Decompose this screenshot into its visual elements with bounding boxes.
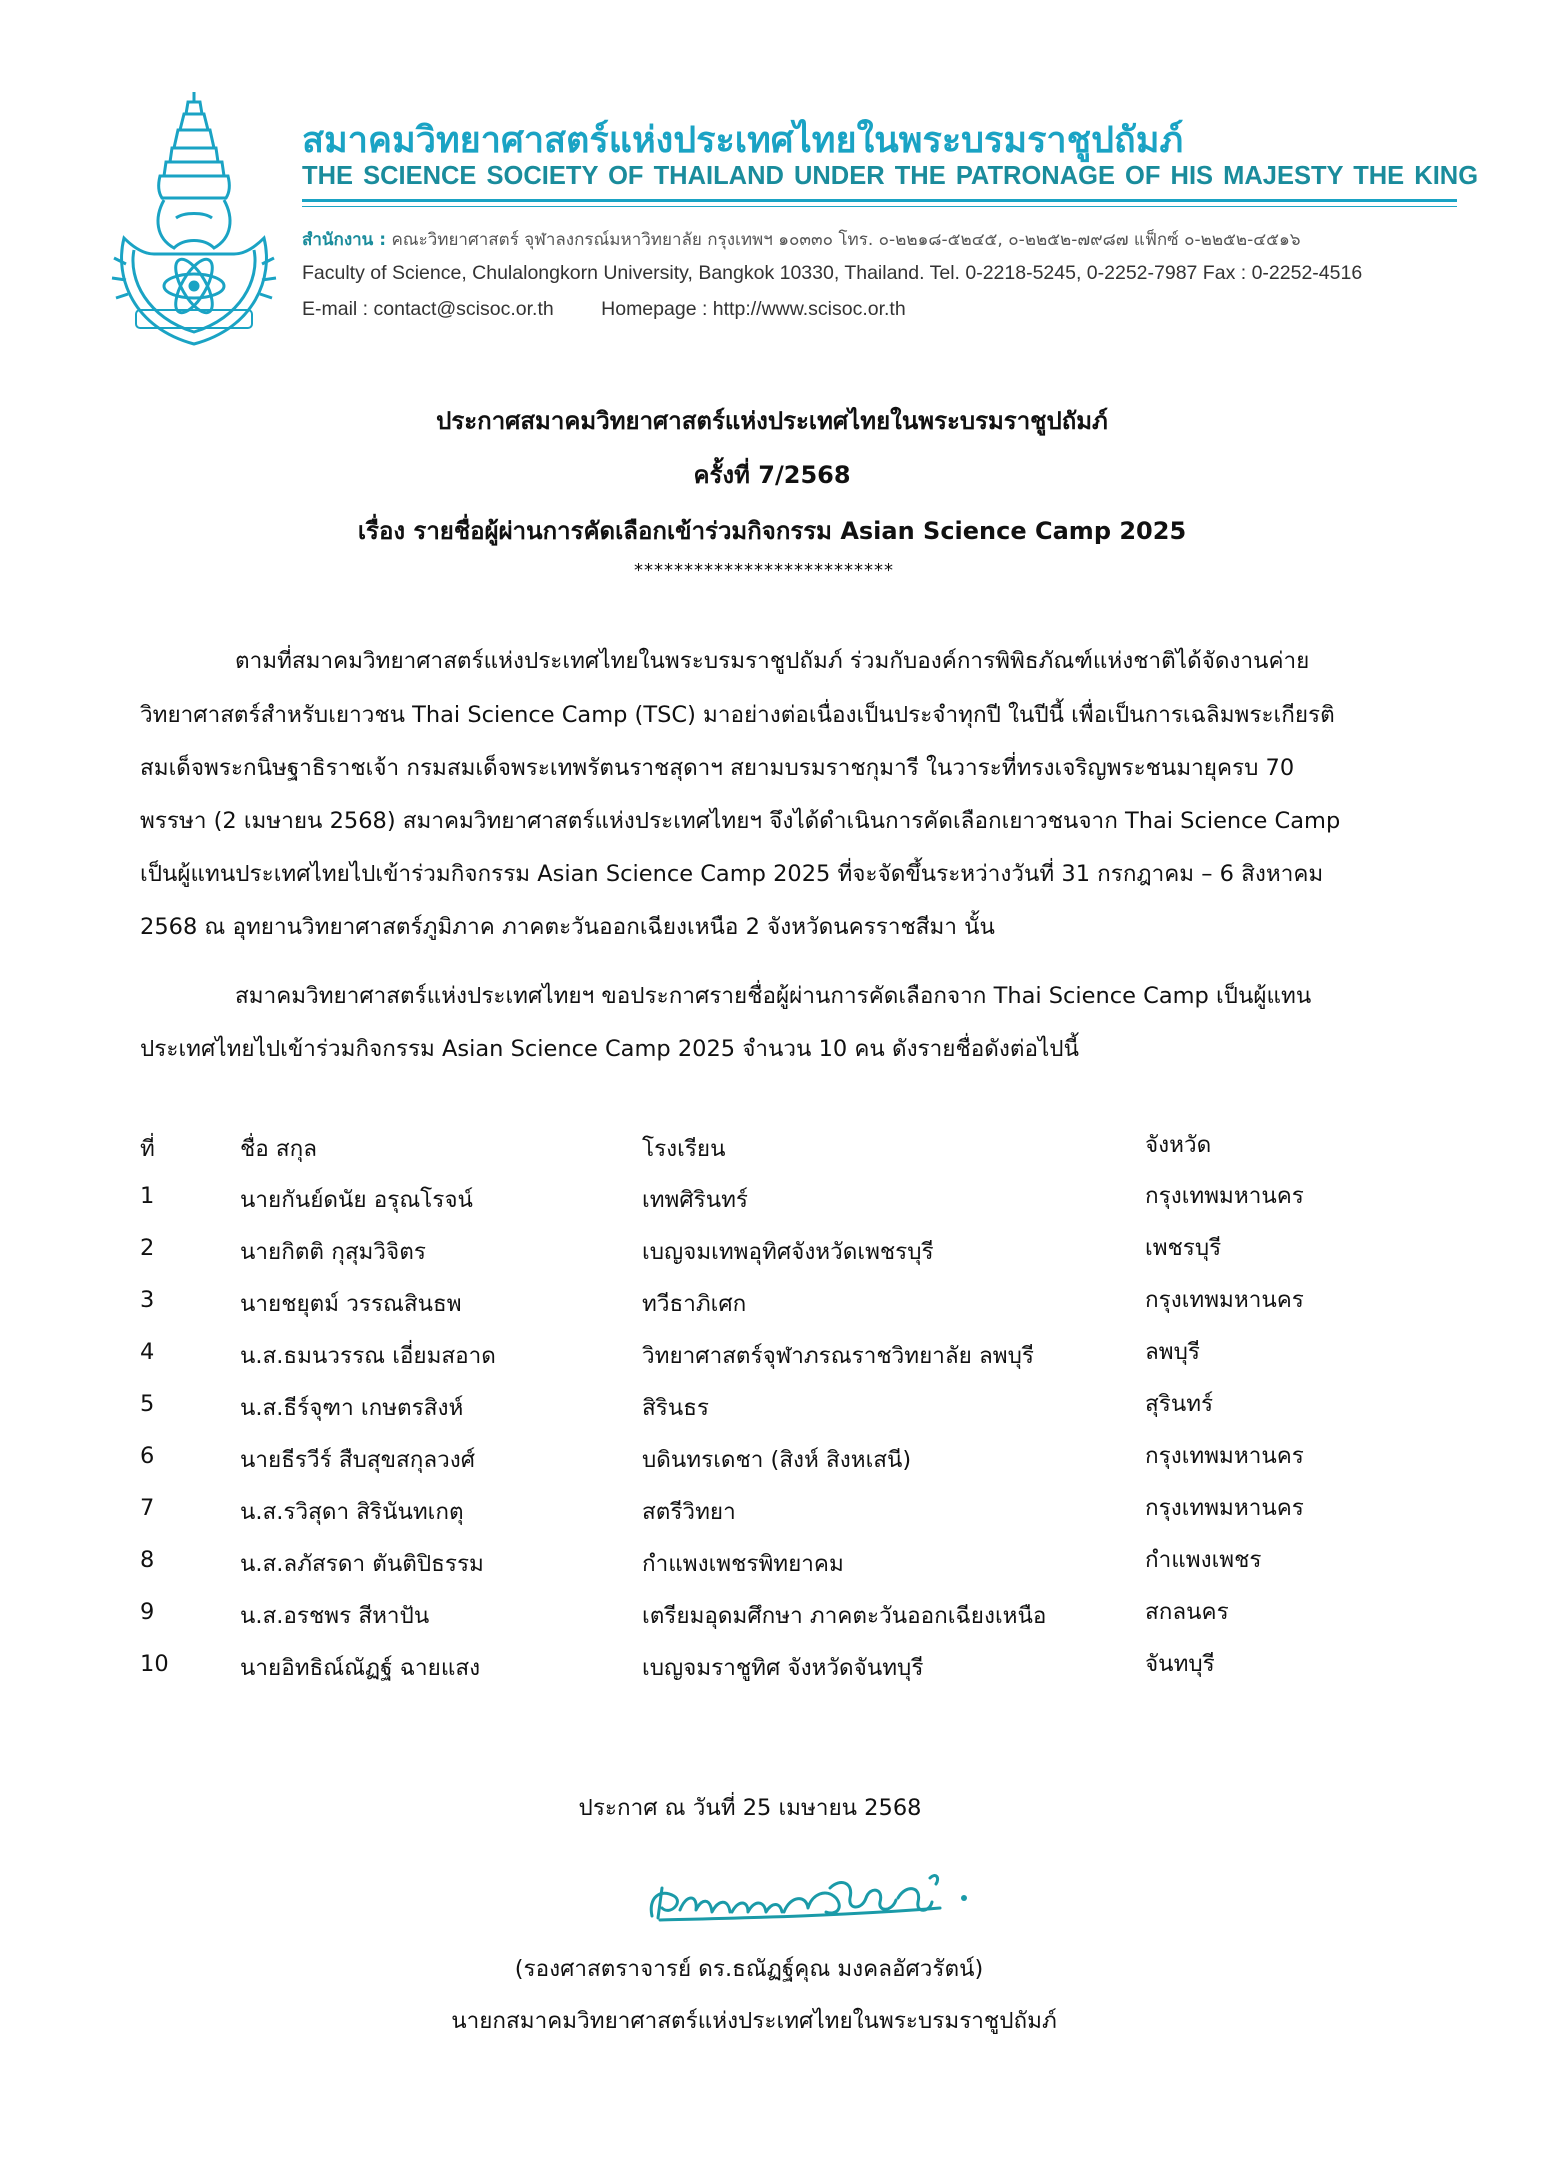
row-name: นายกิตติ กุสุมวิจิตร [240, 1239, 426, 1265]
row-school: สิรินธร [642, 1395, 710, 1421]
row-name: น.ส.ธีร์จุฑา เกษตรสิงห์ [240, 1395, 464, 1421]
org-name-english: THE SCIENCE SOCIETY OF THAILAND UNDER THE PATRONAGE OF HIS MAJESTY THE KING [302, 162, 1479, 190]
row-province: กรุงเทพมหานคร [1145, 1443, 1304, 1469]
announcement-title: ประกาศสมาคมวิทยาศาสตร์แห่งประเทศไทยในพระบรมราชูปถัมภ์ [436, 407, 1108, 435]
row-no: 5 [140, 1391, 155, 1417]
society-seal-logo [104, 88, 284, 350]
row-no: 7 [140, 1495, 155, 1521]
table-header-name: ชื่อ สกุล [240, 1136, 318, 1162]
paragraph-1-line: สมเด็จพระกนิษฐาธิราชเจ้า กรมสมเด็จพระเทพรัตนราชสุดาฯ สยามบรมราชกุมารี ในวาระที่ทรงเจริญพระชนมายุครบ 70 [140, 755, 1295, 781]
row-school: สตรีวิทยา [642, 1499, 736, 1525]
row-province: เพชรบุรี [1145, 1235, 1222, 1261]
announcement-subject: เรื่อง รายชื่อผู้ผ่านการคัดเลือกเข้าร่วมกิจกรรม Asian Science Camp 2025 [357, 517, 1187, 545]
row-name: นายชยุตม์ วรรณสินธพ [240, 1291, 462, 1317]
announcement-number: ครั้งที่ 7/2568 [693, 461, 851, 489]
table-header-no: ที่ [140, 1136, 155, 1162]
paragraph-2-line: ประเทศไทยไปเข้าร่วมกิจกรรม Asian Science Camp 2025 จำนวน 10 คน ดังรายชื่อดังต่อไปนี้ [140, 1036, 1079, 1062]
contact-line [302, 298, 906, 321]
row-school: เบญจมราชูทิศ จังหวัดจันทบุรี [642, 1655, 924, 1681]
row-province: กำแพงเพชร [1145, 1547, 1262, 1573]
row-no: 4 [140, 1339, 155, 1365]
row-name: น.ส.รวิสุดา สิรินันทเกตุ [240, 1499, 464, 1525]
paragraph-1-line: เป็นผู้แทนประเทศไทยไปเข้าร่วมกิจกรรม Asian Science Camp 2025 ที่จะจัดขึ้นระหว่างวันที่ 31 กรกฎาคม – 6 สิงหาคม [140, 861, 1324, 887]
office-address-english: Faculty of Science, Chulalongkorn University, Bangkok 10330, Thailand. Tel. 0-2218-5245, 0-2252-7987 Fax : 0-2252-4516 [302, 262, 1363, 284]
row-school: เทพศิรินทร์ [642, 1187, 749, 1213]
table-header-province: จังหวัด [1145, 1132, 1212, 1158]
row-province: จันทบุรี [1145, 1651, 1215, 1677]
email-text: E-mail : contact@scisoc.or.th [302, 298, 554, 320]
row-no: 9 [140, 1599, 155, 1625]
row-name: นายกันย์ดนัย อรุณโรจน์ [240, 1187, 473, 1213]
row-no: 8 [140, 1547, 155, 1573]
row-name: นายธีรวีร์ สืบสุขสกุลวงศ์ [240, 1447, 476, 1473]
row-province: สกลนคร [1145, 1599, 1229, 1625]
table-header-school: โรงเรียน [642, 1136, 726, 1162]
handwritten-signature [640, 1858, 980, 1928]
row-school: กำแพงเพชรพิทยาคม [642, 1551, 844, 1577]
row-no: 3 [140, 1287, 155, 1313]
signer-name: (รองศาสตราจารย์ ดร.ธณัฏฐ์คุณ มงคลอัศวรัตน์) [514, 1956, 984, 1982]
row-no: 2 [140, 1235, 155, 1261]
row-school: เตรียมอุดมศึกษา ภาคตะวันออกเฉียงเหนือ [642, 1603, 1047, 1629]
row-province: กรุงเทพมหานคร [1145, 1287, 1304, 1313]
heading-divider: ************************** [634, 560, 894, 581]
row-no: 10 [140, 1651, 169, 1677]
signer-title: นายกสมาคมวิทยาศาสตร์แห่งประเทศไทยในพระบรมราชูปถัมภ์ [451, 2008, 1057, 2034]
paragraph-1-line: 2568 ณ อุทยานวิทยาศาสตร์ภูมิภาค ภาคตะวันออกเฉียงเหนือ 2 จังหวัดนครราชสีมา นั้น [140, 914, 995, 940]
row-name: นายอิทธิณ์ณัฏฐ์ ฉายแสง [240, 1655, 481, 1681]
row-no: 6 [140, 1443, 155, 1469]
row-name: น.ส.อรชพร สีหาปัน [240, 1603, 430, 1629]
row-province: ลพบุรี [1145, 1339, 1200, 1365]
row-province: สุรินทร์ [1145, 1391, 1214, 1417]
homepage-text: Homepage : http://www.scisoc.or.th [601, 298, 906, 320]
row-school: บดินทรเดชา (สิงห์ สิงหเสนี) [642, 1447, 912, 1473]
office-address-thai [302, 226, 1301, 253]
row-province: กรุงเทพมหานคร [1145, 1495, 1304, 1521]
row-province: กรุงเทพมหานคร [1145, 1183, 1304, 1209]
letterhead-rule-thin [302, 206, 1457, 207]
announcement-date: ประกาศ ณ วันที่ 25 เมษายน 2568 [578, 1795, 922, 1821]
row-school: ทวีธาภิเศก [642, 1291, 747, 1317]
paragraph-1-line: วิทยาศาสตร์สำหรับเยาวชน Thai Science Camp (TSC) มาอย่างต่อเนื่องเป็นประจำทุกปี ในปีนี้ เพื่อเป็นการเฉลิมพระเกียรติ [140, 702, 1335, 728]
letterhead-rule [302, 199, 1457, 202]
row-school: เบญจมเทพอุทิศจังหวัดเพชรบุรี [642, 1239, 934, 1265]
office-address-text: คณะวิทยาศาสตร์ จุฬาลงกรณ์มหาวิทยาลัย กรุงเทพฯ ๑๐๓๓๐ โทร. ๐-๒๒๑๘-๕๒๔๕, ๐-๒๒๕๒-๗๙๘๗ แฟ็กซ์ ๐-๒๒๕๒-๔๕๑๖ [391, 230, 1301, 250]
row-name: น.ส.ธมนวรรณ เอี่ยมสอาด [240, 1343, 496, 1369]
paragraph-1-line: ตามที่สมาคมวิทยาศาสตร์แห่งประเทศไทยในพระบรมราชูปถัมภ์ ร่วมกับองค์การพิพิธภัณฑ์แห่งชาติได้จัดงานค่าย [235, 648, 1310, 674]
paragraph-2-line: สมาคมวิทยาศาสตร์แห่งประเทศไทยฯ ขอประกาศรายชื่อผู้ผ่านการคัดเลือกจาก Thai Science Camp เป็นผู้แทน [235, 983, 1312, 1009]
paragraph-1-line: พรรษา (2 เมษายน 2568) สมาคมวิทยาศาสตร์แห่งประเทศไทยฯ จึงได้ดำเนินการคัดเลือกเยาวชนจาก Thai Science Camp [140, 808, 1341, 834]
row-no: 1 [140, 1183, 155, 1209]
org-name-thai: สมาคมวิทยาศาสตร์แห่งประเทศไทยในพระบรมราชูปถัมภ์ [302, 120, 1184, 161]
row-name: น.ส.ลภัสรดา ตันติปิธรรม [240, 1551, 484, 1577]
office-label: สำนักงาน : [302, 230, 387, 250]
row-school: วิทยาศาสตร์จุฬาภรณราชวิทยาลัย ลพบุรี [642, 1343, 1035, 1369]
